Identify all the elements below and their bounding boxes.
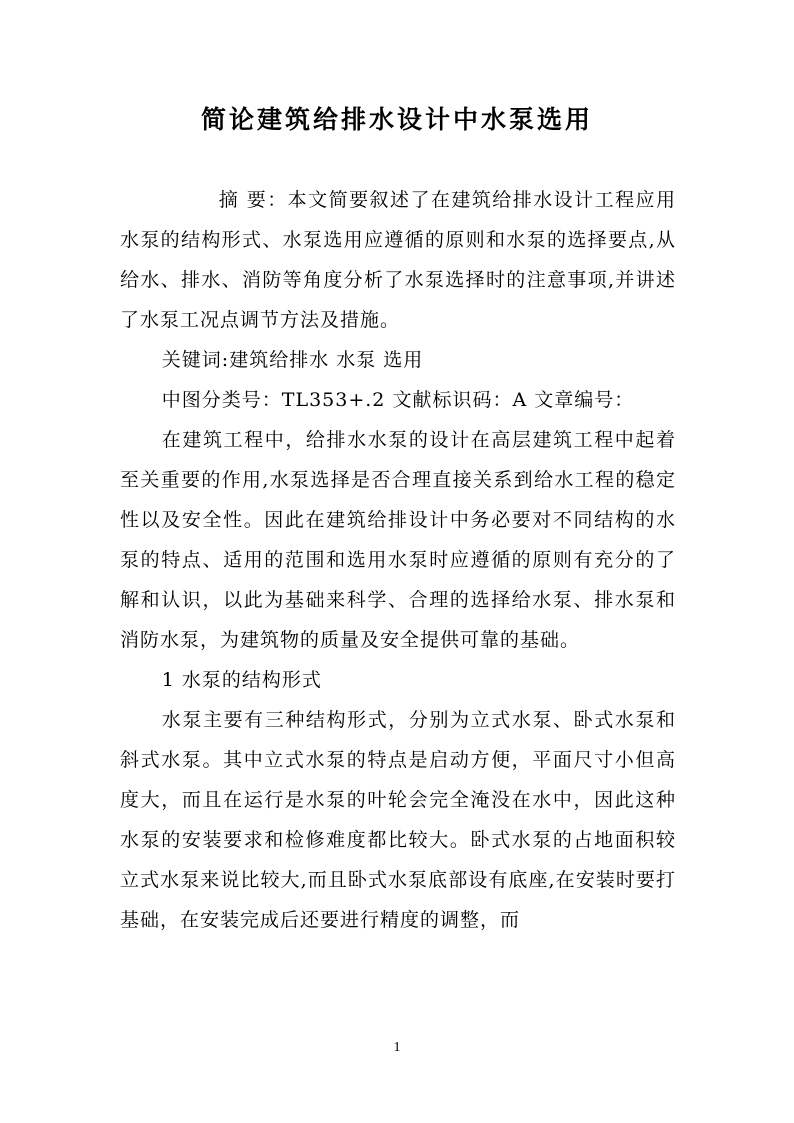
classification-line: 中图分类号：TL353+.2 文献标识码：A 文章编号： — [161, 389, 635, 411]
document-body — [120, 180, 676, 940]
intro-paragraph: 在建筑工程中，给排水水泵的设计在高层建筑工程中起着至关重要的作用,水泵选择是否合理直接关系到给水工程的稳定性以及安全性。因此在建筑给排设计中务必要对不同结构的水泵的特点、适用的范围和选用水泵时应遵循的原则有充分的了解和认识，以此为基础来科学、合理的选择给水泵、排水泵和消防水泵，为建筑物的质量及安全提供可靠的基础。 — [120, 429, 676, 651]
page-number: 1 — [393, 1040, 401, 1055]
document-title: 简论建筑给排水设计中水泵选用 — [200, 105, 593, 134]
abstract-paragraph: 摘 要：本文简要叙述了在建筑给排水设计工程应用水泵的结构形式、水泵选用应遵循的原则和水泵的选择要点,从给水、排水、消防等角度分析了水泵选择时的注意事项,并讲述了水泵工况点调节方法及措施。 — [120, 189, 676, 331]
section-heading: 1 水泵的结构形式 — [161, 669, 322, 691]
section-paragraph: 水泵主要有三种结构形式，分别为立式水泵、卧式水泵和斜式水泵。其中立式水泵的特点是启动方便，平面尺寸小但高度大，而且在运行是水泵的叶轮会完全淹没在水中，因此这种水泵的安装要求和检修难度都比较大。卧式水泵的占地面积较立式水泵来说比较大,而且卧式水泵底部设有底座,在安装时要打基础，在安装完成后还要进行精度的调整，而 — [120, 709, 676, 931]
keywords-line: 关键词:建筑给排水 水泵 选用 — [161, 349, 424, 371]
